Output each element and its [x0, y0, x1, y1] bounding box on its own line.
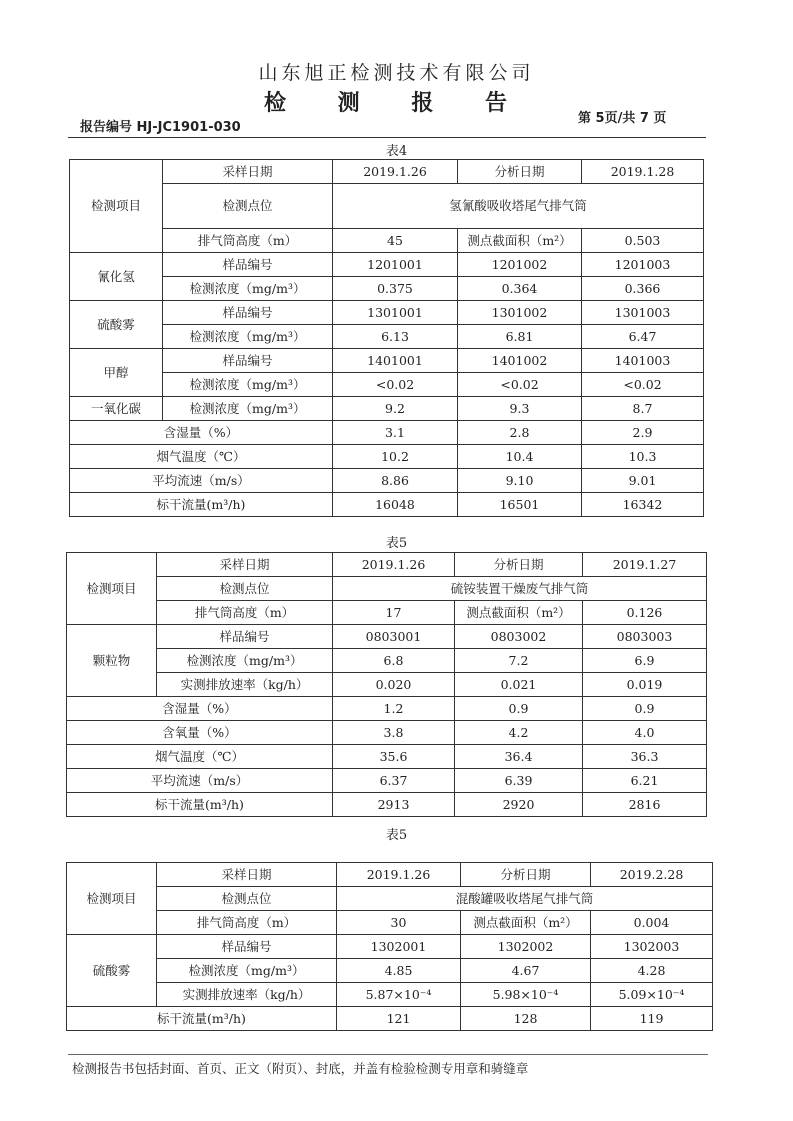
table5b [66, 862, 713, 1031]
table5b-caption: 表5 [385, 828, 408, 843]
cell: 2816 [583, 793, 707, 817]
header-rule [68, 137, 706, 138]
point-label: 检测点位 [163, 184, 333, 229]
stack-height-label: 排气筒高度（m） [157, 911, 337, 935]
group-label: 甲醇 [70, 349, 163, 397]
stack-height: 17 [333, 601, 455, 625]
cell: 9.3 [458, 397, 582, 421]
cell: 9.01 [582, 469, 704, 493]
cell: 0803002 [455, 625, 583, 649]
cell: 0.364 [458, 277, 582, 301]
sampling-point: 氢氰酸吸收塔尾气排气筒 [333, 184, 704, 229]
cell: 0803003 [583, 625, 707, 649]
item-label: 检测项目 [67, 863, 157, 935]
stack-height: 30 [337, 911, 461, 935]
cell: 36.3 [583, 745, 707, 769]
param-label: 平均流速（m/s） [67, 769, 333, 793]
cell: 6.81 [458, 325, 582, 349]
cell: 5.09×10⁻⁴ [591, 983, 713, 1007]
row-label: 样品编号 [157, 935, 337, 959]
row-label: 样品编号 [157, 625, 333, 649]
row-label: 样品编号 [163, 301, 333, 325]
analysis-date-label: 分析日期 [458, 160, 582, 184]
cell: 1401001 [333, 349, 458, 373]
sampling-point: 硫铵装置干燥废气排气筒 [333, 577, 707, 601]
cell: 1401002 [458, 349, 582, 373]
cell: 8.86 [333, 469, 458, 493]
cell: 119 [591, 1007, 713, 1031]
footer-note: 检测报告书包括封面、首页、正文（附页）、封底，并盖有检验检测专用章和骑缝章 [72, 1061, 529, 1076]
cell: 6.13 [333, 325, 458, 349]
param-label: 含氧量（%） [67, 721, 333, 745]
cell: 5.98×10⁻⁴ [461, 983, 591, 1007]
analysis-date-label: 分析日期 [461, 863, 591, 887]
row-label: 检测浓度（mg/m³） [163, 277, 333, 301]
point-label: 检测点位 [157, 577, 333, 601]
sampling-point: 混酸罐吸收塔尾气排气筒 [337, 887, 713, 911]
group-label: 氰化氢 [70, 253, 163, 301]
cell: 2.8 [458, 421, 582, 445]
row-label: 实测排放速率（kg/h） [157, 983, 337, 1007]
cell: 0.019 [583, 673, 707, 697]
param-label: 含湿量（%） [70, 421, 333, 445]
cell: 4.0 [583, 721, 707, 745]
cell: 10.2 [333, 445, 458, 469]
analysis-date: 2019.1.27 [583, 553, 707, 577]
analysis-date-label: 分析日期 [455, 553, 583, 577]
area: 0.503 [582, 229, 704, 253]
param-label: 标干流量(m³/h) [70, 493, 333, 517]
cell: 121 [337, 1007, 461, 1031]
param-label: 烟气温度（℃） [67, 745, 333, 769]
param-label: 含湿量（%） [67, 697, 333, 721]
cell: 0.020 [333, 673, 455, 697]
cell: 0.375 [333, 277, 458, 301]
area: 0.126 [583, 601, 707, 625]
cell: 5.87×10⁻⁴ [337, 983, 461, 1007]
cell: 6.39 [455, 769, 583, 793]
row-label: 样品编号 [163, 253, 333, 277]
row-label: 检测浓度（mg/m³） [157, 959, 337, 983]
sample-date: 2019.1.26 [333, 553, 455, 577]
cell: 6.8 [333, 649, 455, 673]
cell: 0.021 [455, 673, 583, 697]
cell: 4.2 [455, 721, 583, 745]
cell: 16048 [333, 493, 458, 517]
area-label: 测点截面积（m²） [461, 911, 591, 935]
cell: 10.3 [582, 445, 704, 469]
table5a-caption: 表5 [385, 536, 408, 551]
cell: 1201003 [582, 253, 704, 277]
cell: 6.21 [583, 769, 707, 793]
cell: 0.366 [582, 277, 704, 301]
cell: 0.9 [583, 697, 707, 721]
param-label: 烟气温度（℃） [70, 445, 333, 469]
cell: 128 [461, 1007, 591, 1031]
group-label: 硫酸雾 [70, 301, 163, 349]
param-label: 标干流量(m³/h) [67, 793, 333, 817]
param-label: 标干流量(m³/h) [67, 1007, 337, 1031]
cell: 10.4 [458, 445, 582, 469]
cell: 3.8 [333, 721, 455, 745]
analysis-date: 2019.2.28 [591, 863, 713, 887]
cell: 35.6 [333, 745, 455, 769]
area: 0.004 [591, 911, 713, 935]
sample-date-label: 采样日期 [157, 863, 337, 887]
cell: 4.85 [337, 959, 461, 983]
cell: 16342 [582, 493, 704, 517]
cell: 0.9 [455, 697, 583, 721]
cell: 1301001 [333, 301, 458, 325]
group-label: 一氧化碳 [70, 397, 163, 421]
stack-height-label: 排气筒高度（m） [157, 601, 333, 625]
cell: 1201002 [458, 253, 582, 277]
cell: 6.9 [583, 649, 707, 673]
group-label: 硫酸雾 [67, 935, 157, 1007]
report-number: 报告编号 HJ-JC1901-030 [80, 120, 241, 135]
cell: 9.10 [458, 469, 582, 493]
item-label: 检测项目 [70, 160, 163, 253]
stack-height-label: 排气筒高度（m） [163, 229, 333, 253]
group-label: 颗粒物 [67, 625, 157, 697]
footer-rule [68, 1054, 708, 1055]
table4-caption: 表4 [385, 144, 408, 159]
cell: 0803001 [333, 625, 455, 649]
row-label: 检测浓度（mg/m³） [163, 397, 333, 421]
analysis-date: 2019.1.28 [582, 160, 704, 184]
cell: 2913 [333, 793, 455, 817]
cell: <0.02 [333, 373, 458, 397]
row-label: 实测排放速率（kg/h） [157, 673, 333, 697]
table5a [66, 552, 707, 817]
sample-date: 2019.1.26 [333, 160, 458, 184]
cell: 16501 [458, 493, 582, 517]
row-label: 检测浓度（mg/m³） [163, 325, 333, 349]
cell: 1302001 [337, 935, 461, 959]
company-name: 山东旭正检测技术有限公司 [258, 62, 535, 84]
row-label: 检测浓度（mg/m³） [157, 649, 333, 673]
row-label: 样品编号 [163, 349, 333, 373]
sample-date-label: 采样日期 [163, 160, 333, 184]
cell: 1201001 [333, 253, 458, 277]
cell: 2920 [455, 793, 583, 817]
cell: <0.02 [582, 373, 704, 397]
page-info: 第 5页/共 7 页 [578, 111, 667, 126]
row-label: 检测浓度（mg/m³） [163, 373, 333, 397]
cell: 4.67 [461, 959, 591, 983]
param-label: 平均流速（m/s） [70, 469, 333, 493]
item-label: 检测项目 [67, 553, 157, 625]
cell: 2.9 [582, 421, 704, 445]
cell: 1302003 [591, 935, 713, 959]
table4 [69, 159, 704, 517]
cell: 1301003 [582, 301, 704, 325]
cell: <0.02 [458, 373, 582, 397]
sample-date: 2019.1.26 [337, 863, 461, 887]
cell: 4.28 [591, 959, 713, 983]
cell: 7.2 [455, 649, 583, 673]
cell: 8.7 [582, 397, 704, 421]
cell: 1401003 [582, 349, 704, 373]
area-label: 测点截面积（m²） [455, 601, 583, 625]
cell: 3.1 [333, 421, 458, 445]
point-label: 检测点位 [157, 887, 337, 911]
document-title: 检 测 报 告 [264, 90, 529, 116]
cell: 6.47 [582, 325, 704, 349]
cell: 1.2 [333, 697, 455, 721]
cell: 36.4 [455, 745, 583, 769]
cell: 9.2 [333, 397, 458, 421]
sample-date-label: 采样日期 [157, 553, 333, 577]
cell: 1302002 [461, 935, 591, 959]
cell: 6.37 [333, 769, 455, 793]
cell: 1301002 [458, 301, 582, 325]
area-label: 测点截面积（m²） [458, 229, 582, 253]
stack-height: 45 [333, 229, 458, 253]
